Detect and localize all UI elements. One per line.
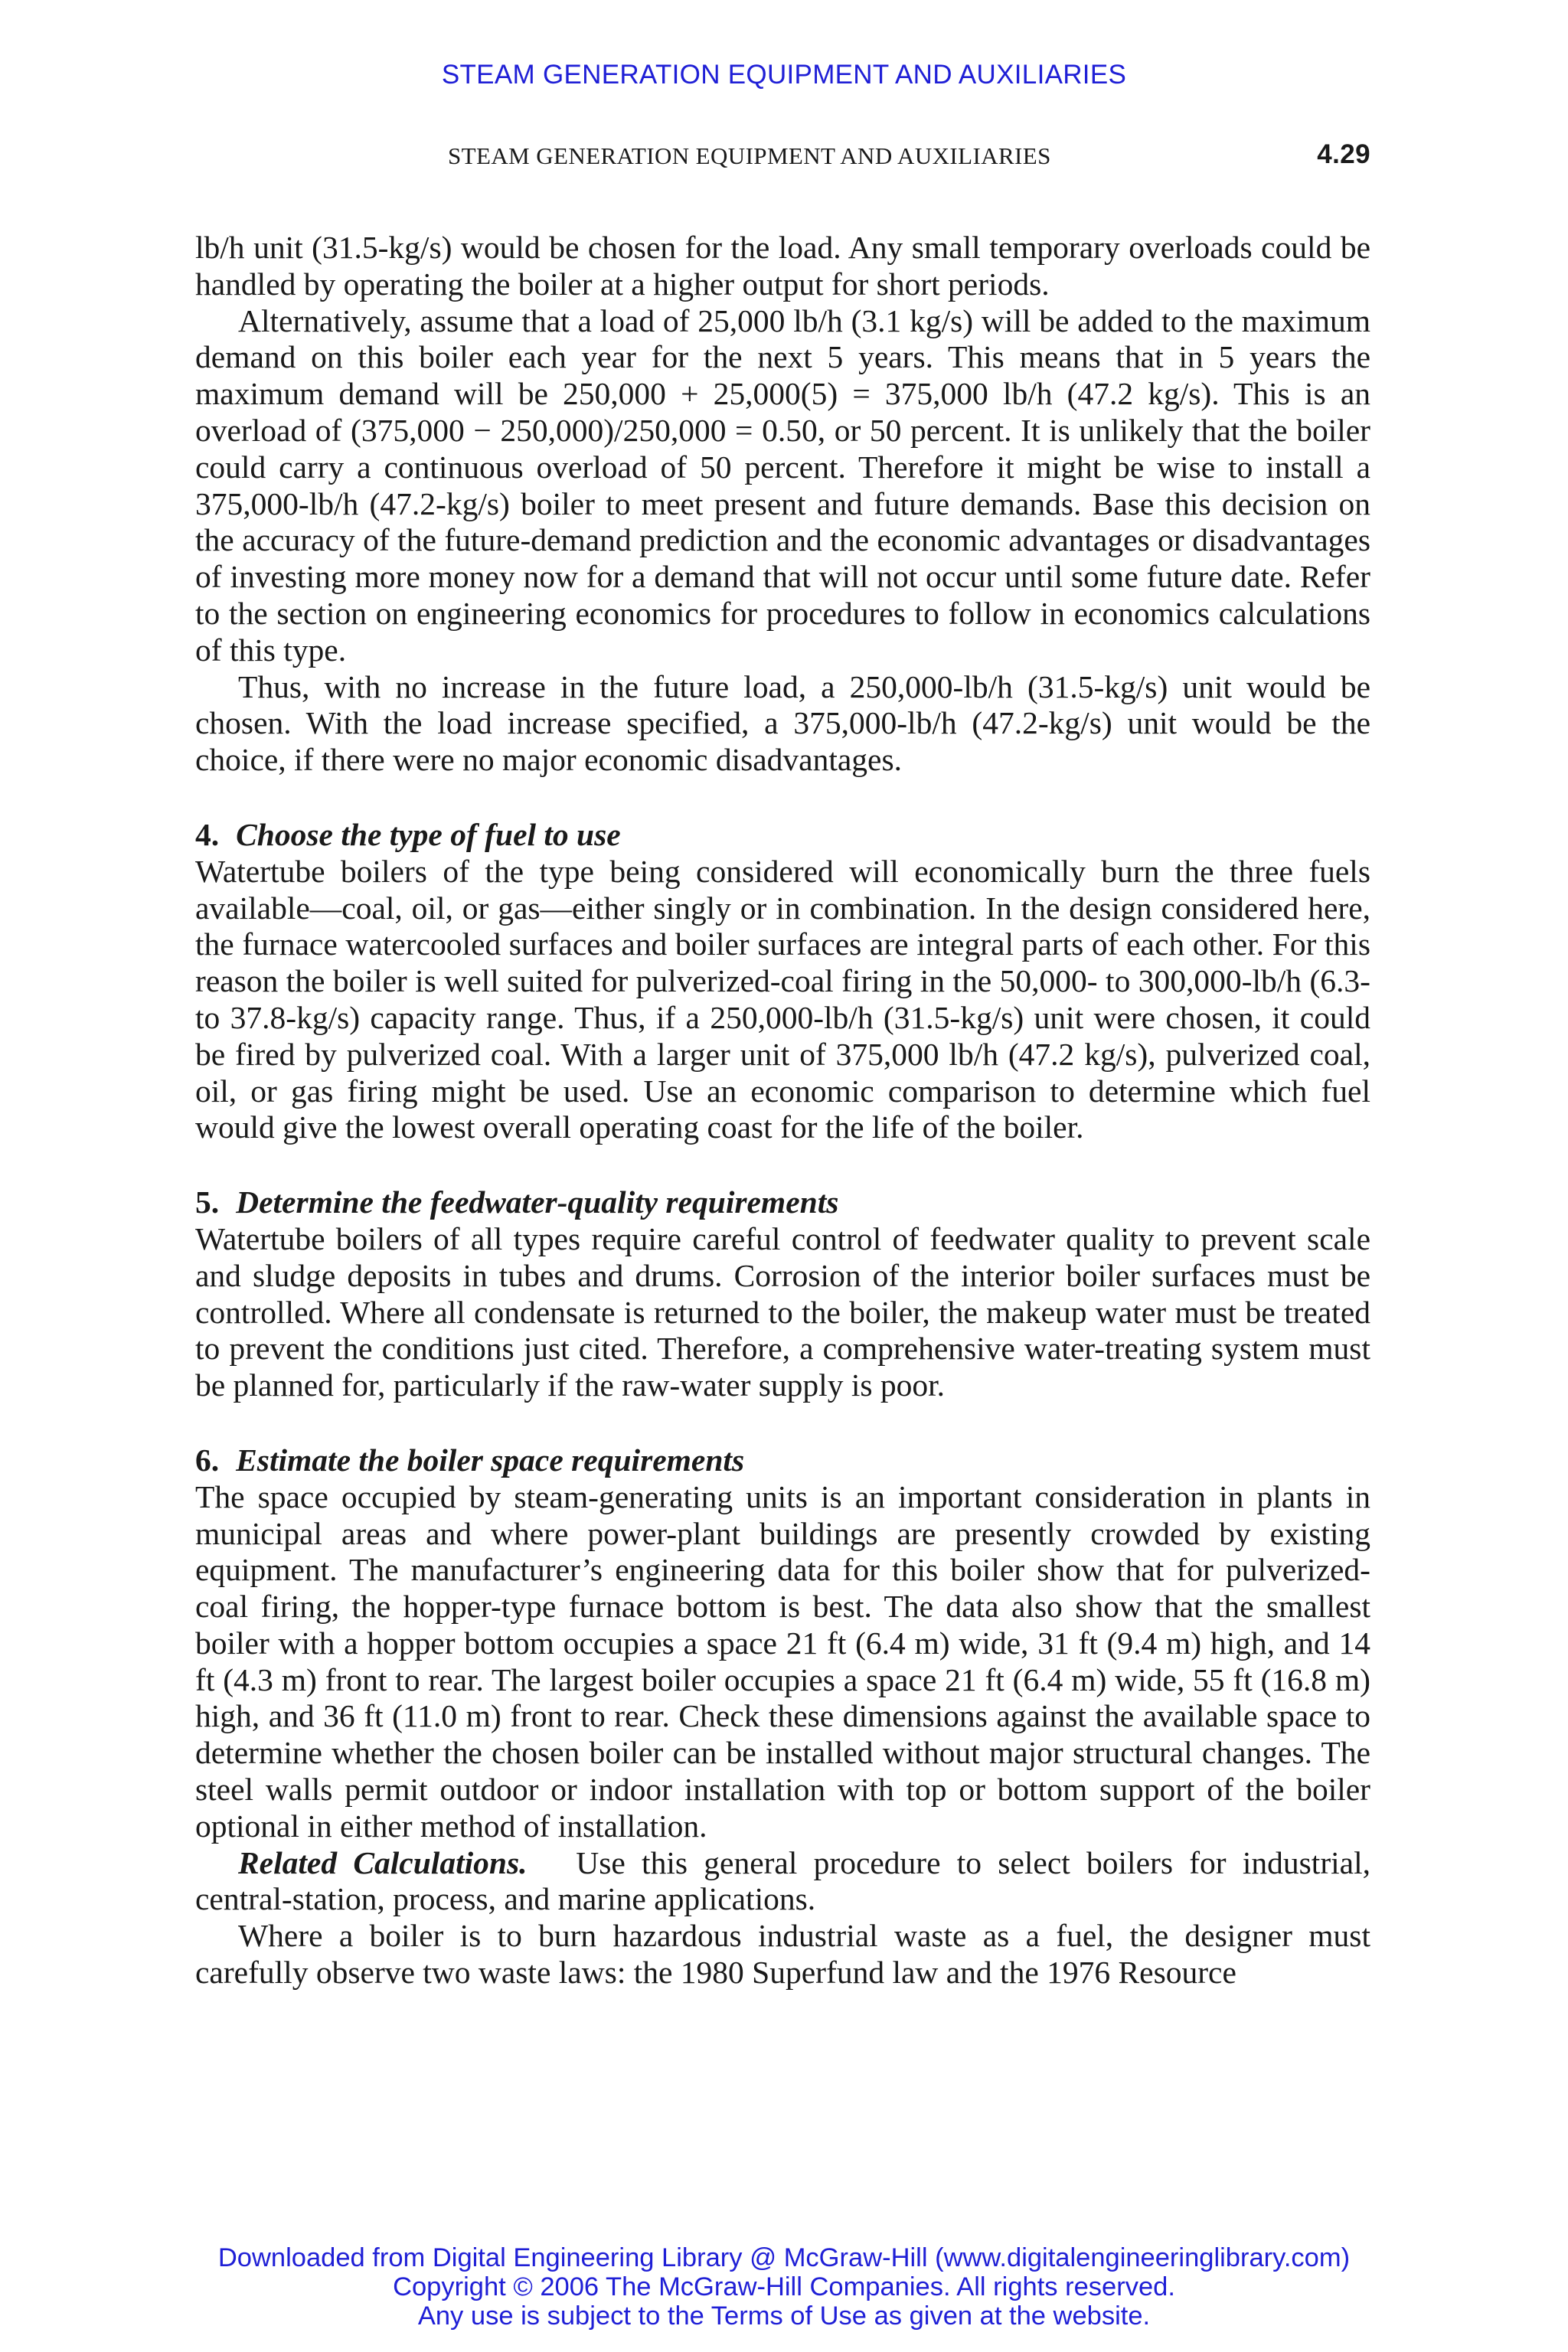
footer-download-link[interactable]: Downloaded from Digital Engineering Library @ McGraw-Hill (www.digitalengineeringlibrary.com) — [217, 2243, 1351, 2272]
step-6-text: The space occupied by steam-generating units is an important consideration in plants in municipal areas and where power-plant buildings are presently crowded by existing equipment. The manufacturer’s engineering data for this boiler show that for pulverized-coal firing, the hopper-type furnace bottom is best. The data also show that the smallest boiler with a hopper bottom occupies a space 21 ft (6.4 m) wide, 31 ft (9.4 m) high, and 14 ft (4.3 m) front to rear. The largest boiler occupies a space 21 ft (6.4 m) wide, 55 ft (16.8 m) high, and 36 ft (11.0 m) front to rear. Check these dimensions against the available space to determine whether the chosen boiler can be installed without major structural changes. The steel walls permit outdoor or indoor installation with top or bottom support of the boiler optional in either method of installation. — [195, 1478, 1370, 1844]
top-banner: STEAM GENERATION EQUIPMENT AND AUXILIARIES — [441, 60, 1127, 90]
footer-copyright: Copyright © 2006 The McGraw-Hill Companies. All rights reserved. — [393, 2272, 1175, 2301]
paragraph-1: lb/h unit (31.5-kg/s) would be chosen for the load. Any small temporary overloads could be handled by operating the boiler at a higher output for short periods. — [195, 230, 1370, 302]
paragraph-last: Where a boiler is to burn hazardous industrial waste as a fuel, the designer must carefully observe two waste laws: the 1980 Superfund law and the 1976 Resource — [195, 1918, 1370, 1991]
page-body — [195, 230, 1370, 1991]
step-4-heading — [195, 817, 1370, 854]
footer — [0, 2243, 1568, 2331]
paragraph-3: Thus, with no increase in the future load, a 250,000-lb/h (31.5-kg/s) unit would be chosen. With the load increase specified, a 375,000-lb/h (47.2-kg/s) unit would be the choice, if there were no major economic disadvantages. — [195, 668, 1370, 778]
step-4-title: Choose the type of fuel to use — [236, 816, 621, 852]
step-5-heading — [195, 1184, 1370, 1221]
step-4-number: 4. — [195, 816, 220, 852]
step-6-heading — [195, 1442, 1370, 1479]
related-calculations-paragraph — [195, 1845, 1370, 1919]
related-calculations-label: Related Calculations. — [238, 1844, 528, 1880]
related-calculations-text: Use this general procedure to select boilers for industrial, central-station, process, and marine applications. — [195, 1844, 1371, 1917]
step-6-number: 6. — [195, 1442, 220, 1478]
footer-terms: Any use is subject to the Terms of Use as given at the website. — [417, 2301, 1151, 2331]
step-6-title: Estimate the boiler space requirements — [236, 1442, 745, 1478]
step-5-text: Watertube boilers of all types require careful control of feedwater quality to prevent scale and sludge deposits in tubes and drums. Corrosion of the interior boiler surfaces must be controlled. Where all condensate is returned to the boiler, the makeup water must be treated to prevent the conditions just cited. Therefore, a comprehensive water-treating system must be planned for, particularly if the raw-water supply is poor. — [195, 1220, 1370, 1403]
page-number: 4.29 — [1317, 139, 1370, 169]
step-5-title: Determine the feedwater-quality requirements — [236, 1184, 839, 1220]
step-5-number: 5. — [195, 1184, 220, 1220]
step-4-text: Watertube boilers of the type being considered will economically burn the three fuels available—coal, oil, or gas—either singly or in combination. In the design considered here, the furnace watercooled surfaces and boiler surfaces are integral parts of each other. For this reason the boiler is well suited for pulverized-coal firing in the 50,000- to 300,000-lb/h (6.3- to 37.8-kg/s) capacity range. Thus, if a 250,000-lb/h (31.5-kg/s) unit were chosen, it could be fired by pulverized coal. With a larger unit of 375,000 lb/h (47.2 kg/s), pulverized coal, oil, or gas firing might be used. Use an economic comparison to determine which fuel would give the lowest overall operating coast for the life of the boiler. — [195, 853, 1370, 1145]
paragraph-2: Alternatively, assume that a load of 25,000 lb/h (3.1 kg/s) will be added to the maximum demand on this boiler each year for the next 5 years. This means that in 5 years the maximum demand will be 250,000 + 25,000(5) = 375,000 lb/h (47.2 kg/s). This is an overload of (375,000 − 250,000)/250,000 = 0.50, or 50 percent. It is unlikely that the boiler could carry a continuous overload of 50 percent. Therefore it might be wise to install a 375,000-lb/h (47.2-kg/s) boiler to meet present and future demands. Base this decision on the accuracy of the future-demand prediction and the economic advantages or disadvantages of investing more money now for a demand that will not occur until some future date. Refer to the section on engineering economics for procedures to follow in economics calculations of this type. — [195, 302, 1370, 668]
running-title: STEAM GENERATION EQUIPMENT AND AUXILIARIES — [448, 142, 1051, 169]
